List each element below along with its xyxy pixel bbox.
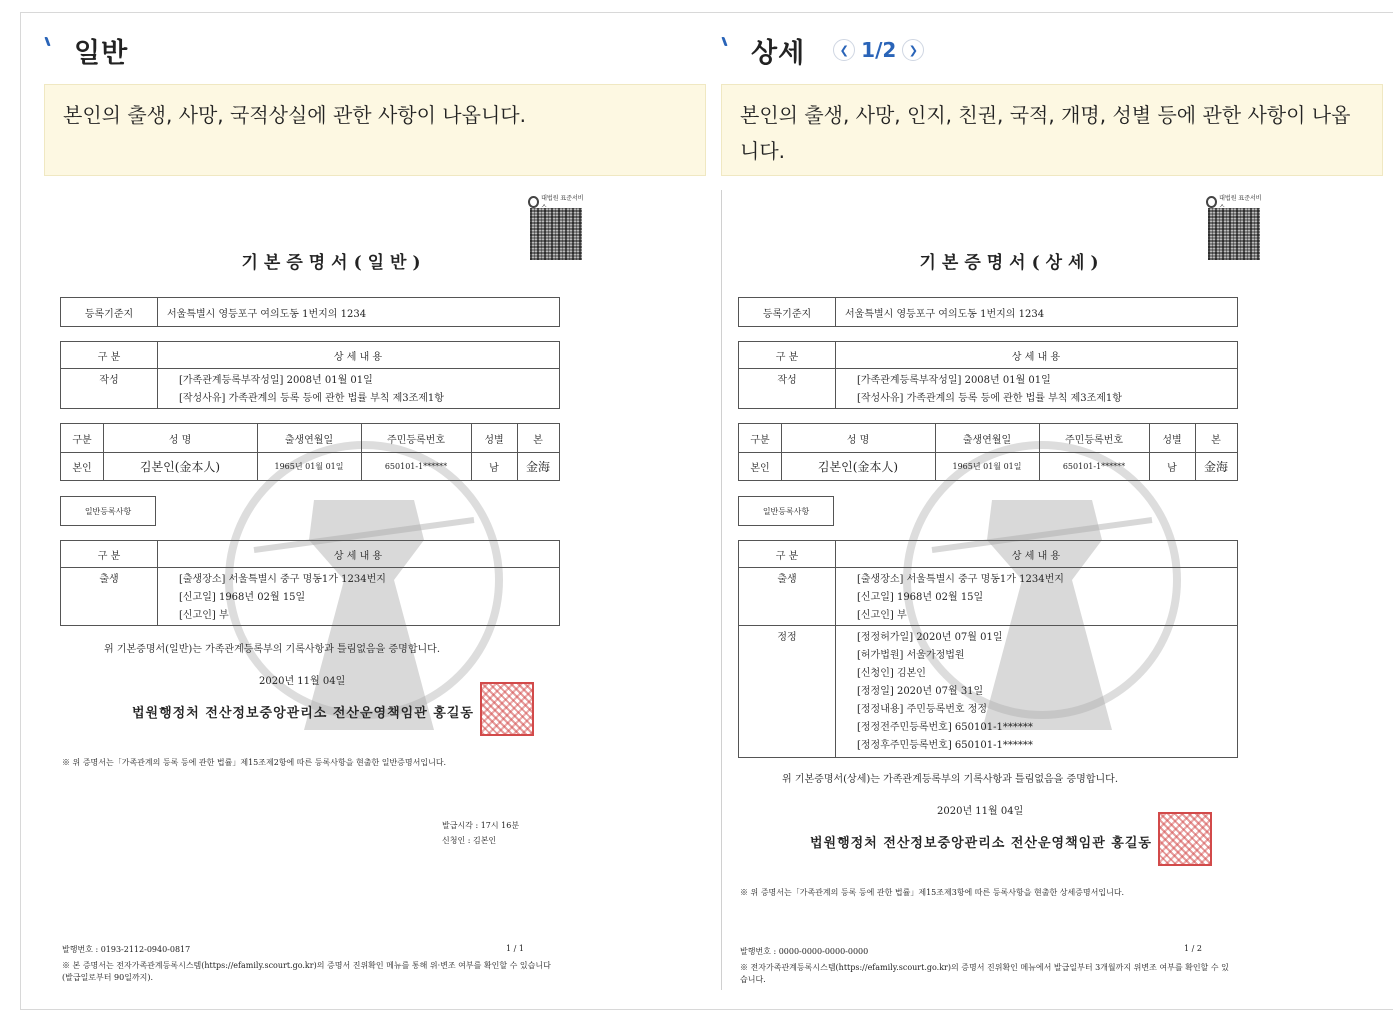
detail-header: 상 세 내 용 [1011, 351, 1061, 363]
table-cell: 본인 [72, 463, 92, 474]
table-cell: 김본인(金本人) [817, 460, 899, 474]
detail-header [721, 30, 924, 70]
table-cell: 650101-1****** [384, 462, 448, 471]
table-cell: 1965년 01월 01일 [952, 462, 1022, 471]
table-header: 출생연월일 [284, 434, 334, 446]
creation-table [60, 341, 560, 409]
birth-table [60, 540, 560, 626]
correction-line: [허가법원] 서울가정법원 [857, 649, 965, 661]
section-header: 구 분 [97, 550, 121, 562]
birth-line: [신고인] 부 [179, 609, 229, 621]
detail-header: 상 세 내 용 [333, 351, 383, 363]
correction-line: [정정일] 2020년 07월 31일 [857, 685, 984, 697]
official-seal-icon [480, 682, 534, 736]
serial-number: 발행번호 : 0000-0000-0000-0000 [740, 947, 869, 956]
issuer: 법원행정처 전산정보중앙관리소 전산운영책임관 홍길동 [810, 836, 1152, 851]
table-header: 본 [533, 434, 543, 446]
correction-line: [정정후주민등록번호] 650101-1****** [857, 739, 1033, 751]
table-cell: 김본인(金本人) [139, 460, 221, 474]
table-header: 성별 [1162, 434, 1182, 446]
certify-text: 위 기본증명서(상세)는 가족관계등록부의 기록사항과 틀림없음을 증명합니다. [782, 774, 1118, 785]
table-cell: 남 [1167, 463, 1177, 474]
section-description: 본인의 출생, 사망, 국적상실에 관한 사항이 나옵니다. [44, 84, 706, 176]
court-logo-icon: 대법원 표준서비 [528, 196, 584, 208]
registration-value: 서울특별시 영등포구 여의도동 1번지의 1234 [845, 308, 1045, 320]
table-cell: 남 [489, 463, 499, 474]
detail-header: 상 세 내 용 [1011, 550, 1061, 562]
person-table [60, 423, 560, 481]
correction-line: [정정전주민등록번호] 650101-1****** [857, 721, 1033, 733]
issuer: 법원행정처 전산정보중앙관리소 전산운영책임관 홍길동 [132, 706, 474, 721]
issue-date: 2020년 11월 04일 [259, 676, 346, 687]
table-header: 성 명 [168, 434, 192, 446]
table-cell: 650101-1****** [1062, 462, 1126, 471]
page-number: 1 / 2 [1184, 944, 1202, 953]
pager-count: 1/2 [861, 38, 897, 62]
general-registration-label: 일반등록사항 [738, 496, 834, 526]
table-header: 구분 [72, 434, 92, 446]
section-header: 구 분 [97, 351, 121, 363]
document-title: 기본증명서(상세) [919, 253, 1105, 273]
registration-label: 등록기준지 [762, 308, 812, 320]
issue-date: 2020년 11월 04일 [937, 806, 1024, 817]
table-cell: 金海 [1203, 460, 1228, 474]
bullet-icon [44, 37, 54, 51]
table-header: 주민등록번호 [387, 434, 445, 446]
registration-value: 서울특별시 영등포구 여의도동 1번지의 1234 [167, 308, 367, 320]
document-title: 기본증명서(일반) [241, 253, 427, 273]
registration-row [738, 297, 1238, 327]
certificate-image-detail [721, 190, 1383, 990]
general-registration-label: 일반등록사항 [60, 496, 156, 526]
table-header: 출생연월일 [962, 434, 1012, 446]
applicant: 신청인 : 김본인 [442, 836, 497, 845]
page-number: 1 / 1 [506, 944, 524, 953]
registration-label: 등록기준지 [84, 308, 134, 320]
legal-note: ※ 위 증명서는「가족관계의 등록 등에 관한 법률」제15조제2항에 따른 등록사항을 현출한 일반증명서입니다. [62, 758, 447, 767]
birth-line: [신고일] 1968년 02월 15일 [857, 591, 984, 603]
creation-label: 작성 [777, 374, 797, 386]
official-seal-icon [1158, 812, 1212, 866]
bullet-icon [721, 37, 731, 51]
registration-row [60, 297, 560, 327]
table-header: 성별 [484, 434, 504, 446]
section-header: 구 분 [775, 550, 799, 562]
serial-number: 발행번호 : 0193-2112-0940-0817 [62, 945, 191, 954]
birth-label: 출생 [99, 573, 119, 585]
person-table [738, 423, 1238, 481]
creation-table [738, 341, 1238, 409]
issue-time: 발급시각 : 17시 16분 [442, 821, 520, 830]
correction-line: [정정허가일] 2020년 07월 01일 [857, 631, 1003, 643]
birth-line: [출생장소] 서울특별시 중구 명동1가 1234번지 [857, 573, 1064, 585]
table-header: 성 명 [846, 434, 870, 446]
page-pager [833, 38, 924, 62]
certify-text: 위 기본증명서(일반)는 가족관계등록부의 기록사항과 틀림없음을 증명합니다. [104, 644, 440, 655]
court-logo-icon: 대법원 표준서비 [1206, 196, 1262, 208]
table-cell: 1965년 01월 01일 [274, 462, 344, 471]
creation-line: [가족관계등록부작성일] 2008년 01월 01일 [857, 374, 1051, 386]
section-title: 상세 [751, 37, 806, 69]
section-title: 일반 [74, 37, 129, 69]
table-header: 주민등록번호 [1065, 434, 1123, 446]
detail-header: 상 세 내 용 [333, 550, 383, 562]
table-cell: 金海 [525, 460, 550, 474]
section-header: 구 분 [775, 351, 799, 363]
table-cell: 본인 [750, 463, 770, 474]
certificate-image-general [44, 190, 706, 990]
creation-line: [작성사유] 가족관계의 등록 등에 관한 법률 부칙 제3조제1항 [179, 392, 444, 404]
footer-note: ※ 전자가족관계등록시스템(https://efamily.scourt.go.kr)의 증명서 진위확인 메뉴에서 발급일부터 3개월까지 위변조 여부를 확인할 수 있습니다. [740, 963, 1229, 984]
correction-line: [정정내용] 주민등록번호 정정 [857, 703, 988, 715]
section-description: 본인의 출생, 사망, 인지, 친권, 국적, 개명, 성별 등에 관한 사항이 나옵니다. [721, 84, 1383, 176]
correction-line: [신청인] 김본인 [857, 667, 926, 679]
birth-line: [신고인] 부 [857, 609, 907, 621]
next-page-button[interactable]: ❯ [902, 39, 924, 61]
general-header [44, 30, 128, 70]
birth-line: [신고일] 1968년 02월 15일 [179, 591, 306, 603]
legal-note: ※ 위 증명서는「가족관계의 등록 등에 관한 법률」제15조제3항에 따른 등록사항을 현출한 상세증명서입니다. [740, 888, 1125, 897]
creation-line: [가족관계등록부작성일] 2008년 01월 01일 [179, 374, 373, 386]
birth-line: [출생장소] 서울특별시 중구 명동1가 1234번지 [179, 573, 386, 585]
correction-label: 정정 [777, 631, 797, 643]
birth-label: 출생 [777, 573, 797, 585]
table-header: 본 [1211, 434, 1221, 446]
creation-line: [작성사유] 가족관계의 등록 등에 관한 법률 부칙 제3조제1항 [857, 392, 1122, 404]
creation-label: 작성 [99, 374, 119, 386]
footer-note: ※ 본 증명서는 전자가족관계등록시스템(https://efamily.scourt.go.kr)의 증명서 진위확인 메뉴를 통해 위·변조 여부를 확인할 수 있습니다(발급일로부터 90일까지). [62, 961, 551, 982]
table-header: 구분 [750, 434, 770, 446]
birth-correction-table [738, 540, 1238, 758]
prev-page-button[interactable]: ❮ [833, 39, 855, 61]
